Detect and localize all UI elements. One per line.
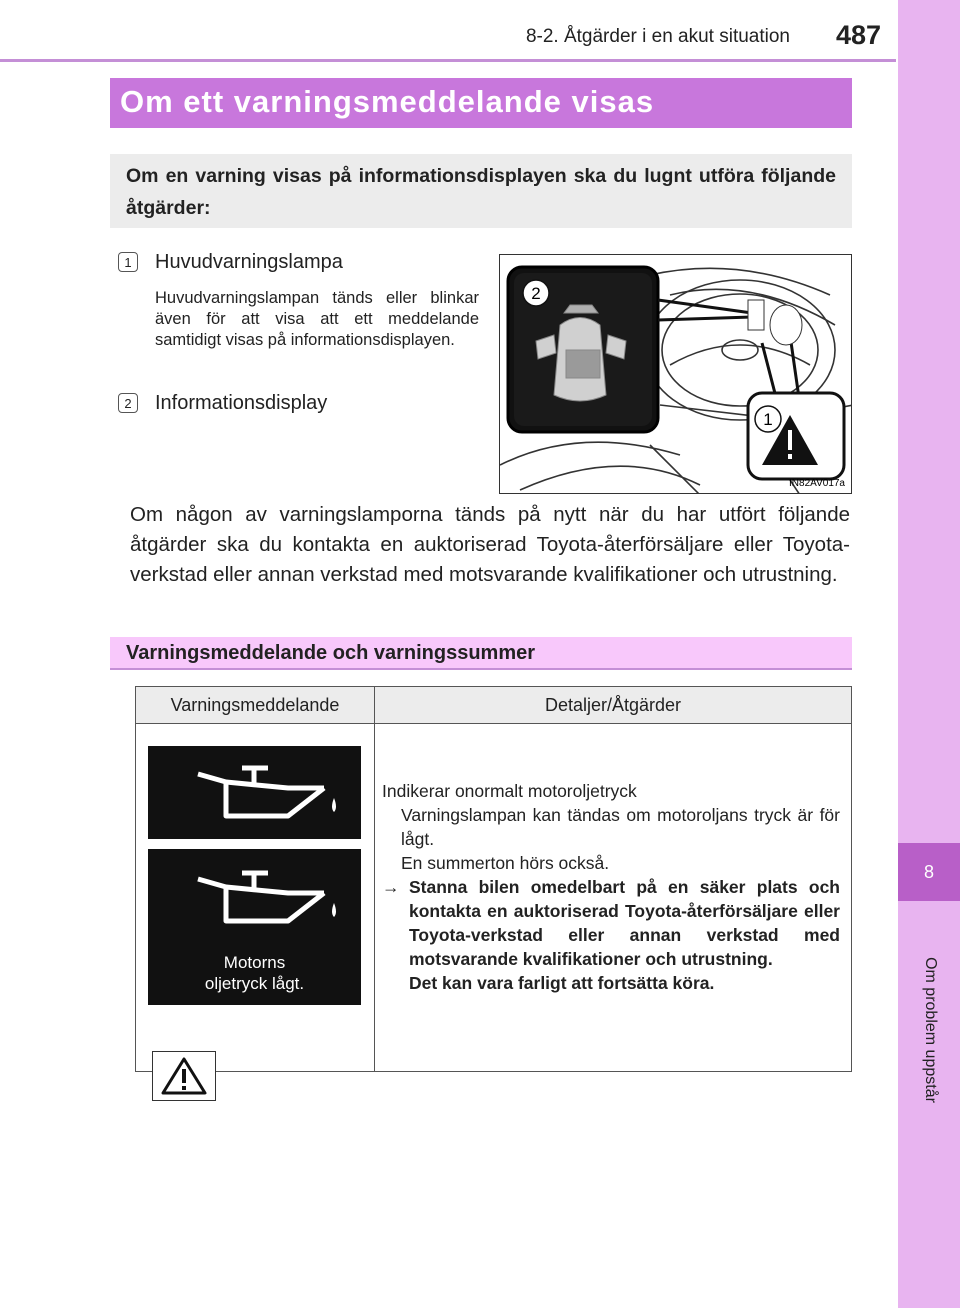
warning-message-cell [136,724,375,1071]
oil-pressure-display-message [148,849,361,1005]
table-header-message: Varningsmeddelande [136,687,375,723]
section-title: Om ett varningsmeddelande visas [110,78,852,128]
warning-details-cell [375,724,851,1071]
oil-pressure-warning-light [148,746,361,839]
master-warning-icon [152,1051,216,1101]
item-2-title: Informationsdisplay [155,392,328,414]
action-line: Det kan vara farligt att fortsätta köra. [409,973,715,993]
callout-1: 1 [763,410,773,429]
chapter-number: 8 [898,843,960,901]
body-paragraph: Om någon av varningslamporna tänds på nytt när du har utfört följande åtgärder ska du kontakta en auktoriserad Toyota-återförsäljare eller Toyota-verkstad eller annan verkstad med motsvarande kvalifikationer och utrustning. [130,503,850,586]
detail-title: Indikerar onormalt motoroljetryck [382,781,637,801]
header-section-title: 8-2. Åtgärder i en akut situation [525,26,790,47]
chapter-label: Om problem uppstår [922,957,939,1103]
chapter-side-tab [898,0,960,1308]
intro-text: Om en varning visas på informationsdisplayen ska du lugnt utföra följande åtgärder: [110,154,852,228]
table-header-row [136,687,851,724]
table-row [136,724,851,1071]
arrow-right-icon: → [382,877,400,897]
warning-details [382,779,840,995]
table-header-details: Detaljer/Åtgärder [544,694,682,715]
figure-code: IN82AV017a [789,478,845,489]
dashboard-drawing [500,255,852,494]
display-message-line1: Motorns [223,953,286,972]
oil-can-icon [148,849,361,939]
warning-table [135,686,852,1072]
item-1-badge: 1 [118,252,138,272]
detail-line: Varningslampan kan tändas om motoroljans tryck är för lågt. [401,805,840,849]
callout-2: 2 [531,284,541,303]
subsection-heading: Varningsmeddelande och varningssummer [110,637,852,670]
detail-line: En summerton hörs också. [401,853,610,873]
action-line: Stanna bilen omedelbart på en säker plats och kontakta en auktoriserad Toyota-återförsäljare eller Toyota-verkstad eller annan verkstad med motsvarande kvalifikationer och utrustning. [409,877,840,969]
item-1-title: Huvudvarningslampa [155,251,343,273]
item-1-description: Huvudvarningslampan tänds eller blinkar även för att visa att ett meddelande samtidigt visas på informationsdisplayen. [155,289,479,349]
page-number: 487 [836,20,882,50]
display-message-line2: oljetryck lågt. [204,974,305,993]
header-rule [0,59,896,62]
item-2-badge: 2 [118,393,138,413]
dashboard-illustration [499,254,852,494]
oil-can-icon [148,746,361,839]
action-instruction [382,875,840,995]
